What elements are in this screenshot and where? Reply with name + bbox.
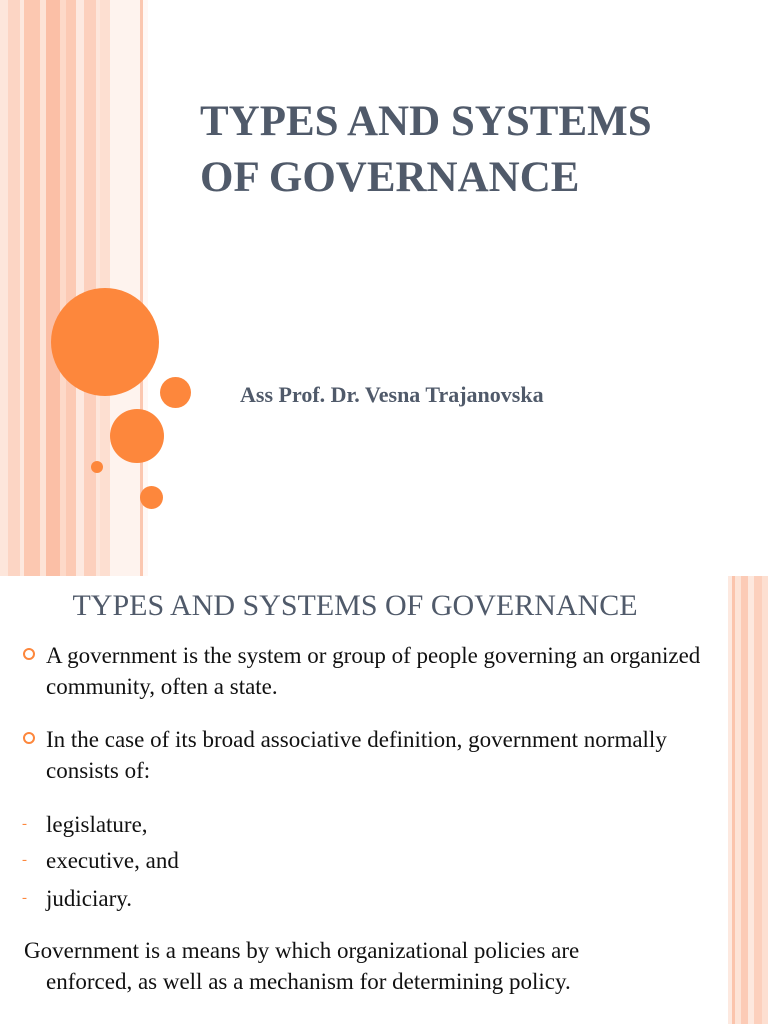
slide-title-line1: TYPES AND SYSTEMS	[200, 98, 652, 145]
dash-bullet-icon: -	[22, 852, 27, 868]
dash-bullet-icon: -	[22, 816, 27, 832]
ring-bullet-icon	[23, 732, 35, 744]
ring-bullet-icon	[23, 648, 35, 660]
dash-bullet-icon: -	[22, 890, 27, 906]
small-circle-decoration	[160, 377, 191, 408]
list-item: executive, and	[46, 848, 179, 873]
content-slide	[0, 576, 768, 1024]
author-name: Ass Prof. Dr. Vesna Trajanovska	[240, 382, 544, 407]
closing-paragraph	[24, 935, 714, 997]
bullet-text: A government is the system or group of people governing an organized community, often a state.	[46, 643, 701, 699]
medium-circle-decoration	[110, 409, 164, 463]
closing-line1: Government is a means by which organizational policies are	[24, 938, 580, 963]
large-circle-decoration	[51, 288, 159, 396]
content-title: TYPES AND SYSTEMS OF GOVERNANCE	[72, 589, 638, 622]
list-item: legislature,	[46, 812, 148, 837]
decorative-stripes-right	[728, 576, 768, 1024]
tiny-circle-decoration	[91, 461, 103, 473]
slide-title-line2: OF GOVERNANCE	[200, 154, 580, 201]
closing-line2: enforced, as well as a mechanism for determining policy.	[46, 969, 571, 994]
list-item: judiciary.	[46, 886, 133, 911]
bullet-text: In the case of its broad associative definition, government normally consists of:	[46, 727, 667, 783]
slide-title	[200, 94, 740, 206]
small-circle-decoration-2	[140, 486, 163, 509]
decorative-stripes	[0, 0, 148, 576]
